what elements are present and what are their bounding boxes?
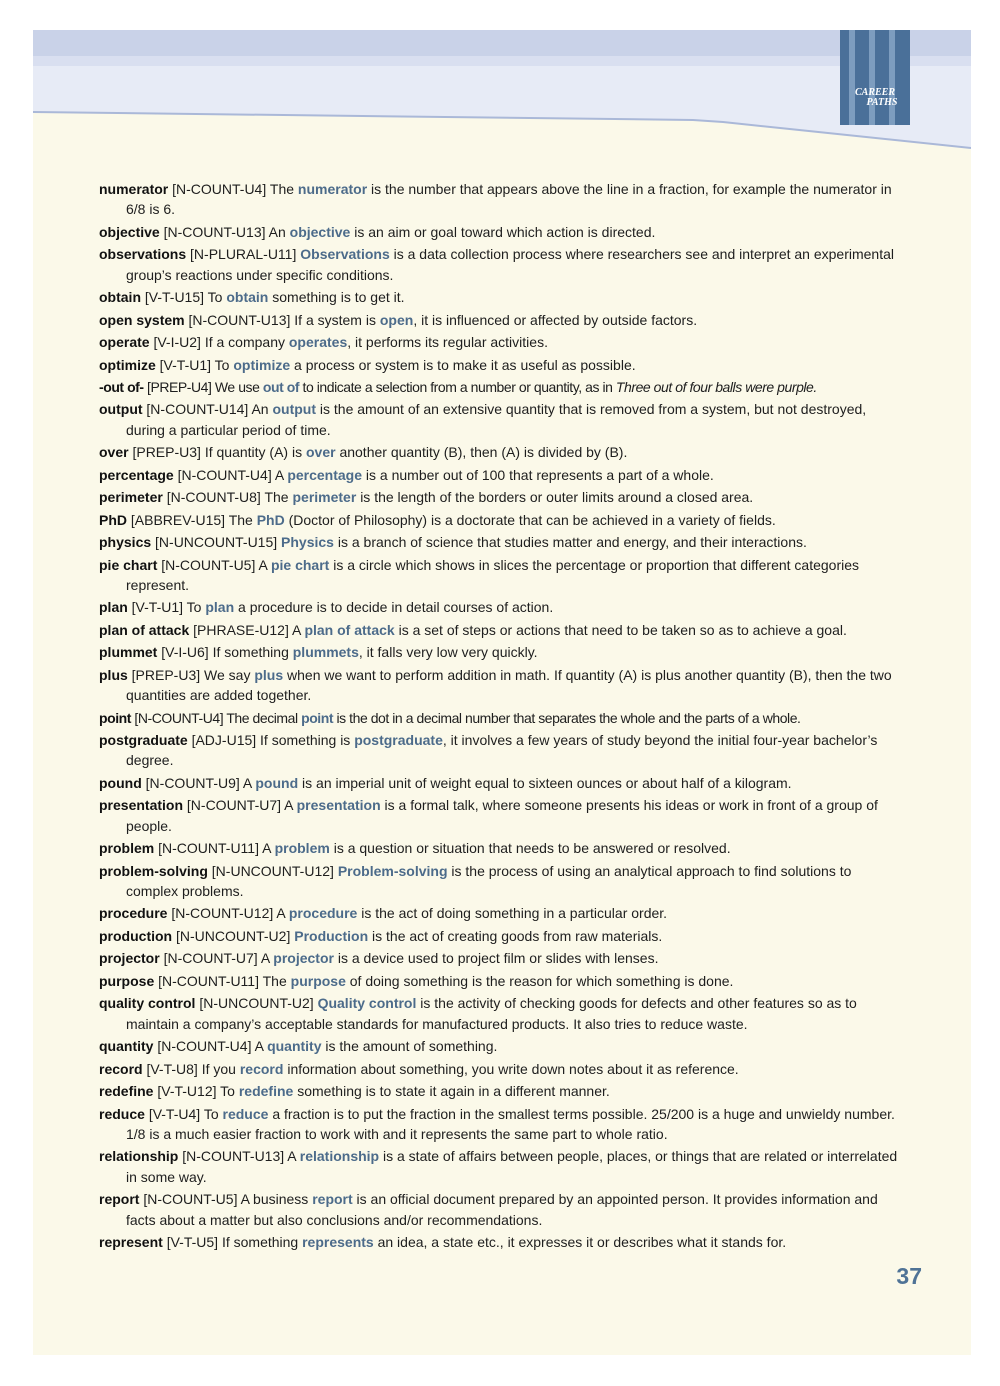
keyword: over — [305, 444, 336, 461]
part-of-speech-tag: [N-COUNT-U12] — [171, 905, 274, 922]
part-of-speech-tag: [V-I-U6] — [161, 644, 209, 661]
keyword: plummets — [292, 644, 359, 661]
headword: plan of attack — [99, 621, 190, 638]
definition-text: is a question or situation that needs to be answered or resolved. — [333, 840, 731, 857]
headword: record — [99, 1060, 143, 1077]
part-of-speech-tag: [N-COUNT-U14] — [146, 401, 249, 418]
glossary-entry — [99, 179, 899, 220]
definition-text: A — [276, 905, 285, 922]
headword: quality control — [99, 995, 196, 1012]
glossary-entry — [99, 665, 899, 706]
glossary-entry — [99, 399, 899, 440]
part-of-speech-tag: [N-COUNT-U8] — [166, 489, 261, 506]
definition-text: We use — [214, 378, 260, 395]
career-paths-logo — [840, 30, 910, 125]
keyword: operates — [288, 334, 348, 351]
definition-text: is a device used to project film or slides with lenses. — [337, 950, 659, 967]
glossary-entry — [99, 926, 899, 946]
definition-text: A — [274, 466, 284, 483]
glossary-entry — [99, 948, 899, 968]
definition-text: The — [228, 511, 253, 528]
part-of-speech-tag: [PREP-U3] — [131, 666, 201, 683]
logo-graphic — [840, 30, 910, 125]
keyword: record — [239, 1060, 284, 1077]
keyword: postgraduate — [354, 732, 443, 749]
part-of-speech-tag: [ADJ-U15] — [191, 732, 257, 749]
definition-text: is an aim or goal toward which action is directed. — [354, 223, 656, 240]
part-of-speech-tag: [N-COUNT-U13] — [182, 1148, 285, 1165]
part-of-speech-tag: [V-T-U5] — [166, 1234, 219, 1250]
keyword: obtain — [226, 289, 269, 306]
keyword: problem — [274, 840, 330, 857]
keyword: relationship — [299, 1148, 380, 1165]
definition-text: The — [262, 972, 287, 989]
definition-text: A business — [240, 1191, 309, 1208]
part-of-speech-tag: [V-T-U1] — [159, 356, 212, 373]
part-of-speech-tag: [N-COUNT-U9] — [145, 774, 240, 791]
definition-text: is the act of creating goods from raw materials. — [372, 927, 663, 944]
glossary-entry — [99, 1081, 899, 1101]
glossary-entry — [99, 1189, 899, 1230]
headword: redefine — [99, 1083, 154, 1100]
definition-text: To — [214, 356, 230, 373]
part-of-speech-tag: [PHRASE-U12] — [193, 621, 289, 638]
keyword: redefine — [238, 1083, 294, 1100]
definition-text: If a company — [204, 334, 285, 351]
definition-text: To — [203, 1105, 219, 1122]
headword: plus — [99, 666, 128, 683]
part-of-speech-tag: [V-T-U8] — [146, 1060, 198, 1077]
svg-text:CAREER: CAREER — [854, 87, 896, 98]
headword: pound — [99, 774, 142, 791]
keyword: purpose — [290, 972, 346, 989]
definition-text: something is to get it. — [272, 289, 405, 306]
headword: plan — [99, 599, 128, 616]
keyword: output — [272, 401, 316, 418]
glossary-entry — [99, 620, 899, 640]
keyword: out of — [262, 378, 300, 395]
definition-text: is an official document prepared by an appointed person. It provides information and facts about a matter but also conclusions and/or recommendations. — [126, 1191, 878, 1228]
definition-text: The — [269, 181, 295, 197]
headword: percentage — [99, 466, 174, 483]
definition-text: is the amount of something. — [325, 1038, 498, 1055]
glossary-entry — [99, 355, 899, 375]
definition-text: is an imperial unit of weight equal to sixteen ounces or about half of a kilogram. — [302, 774, 792, 791]
definition-text: is a number out of 100 that represents a part of a whole. — [365, 466, 714, 483]
definition-text: is the process of using an analytical approach to find solutions to complex problems. — [126, 862, 852, 899]
keyword: open — [379, 311, 414, 328]
glossary-entry — [99, 861, 899, 902]
keyword: reduce — [222, 1105, 269, 1122]
definition-text: To — [220, 1083, 235, 1100]
part-of-speech-tag: [N-UNCOUNT-U2] — [199, 995, 314, 1012]
headword: open system — [99, 311, 185, 328]
headword: perimeter — [99, 489, 163, 506]
headword: production — [99, 927, 173, 944]
headword: PhD — [99, 511, 127, 528]
keyword: plan of attack — [304, 621, 395, 638]
definition-text: A — [258, 556, 268, 573]
keyword: point — [301, 709, 334, 726]
headword: presentation — [99, 797, 184, 814]
glossary-entry — [99, 510, 899, 530]
definition-text: is the activity of checking goods for defects and other features so as to maintain a company’s acceptable standards for manufactured products. It also tries to reduce waste. — [126, 995, 857, 1032]
headword: reduce — [99, 1105, 145, 1122]
headword: optimize — [99, 356, 156, 373]
headword: -out of- — [99, 378, 144, 395]
glossary-entry — [99, 1104, 899, 1145]
svg-text:PATHS: PATHS — [866, 97, 898, 108]
keyword: percentage — [287, 466, 363, 483]
headword: physics — [99, 534, 152, 551]
keyword: Observations — [300, 246, 390, 263]
headword: problem — [99, 840, 155, 857]
definition-text: A — [287, 1148, 296, 1165]
definition-text: If quantity (A) is — [204, 444, 303, 461]
glossary-entry — [99, 287, 899, 307]
part-of-speech-tag: [V-T-U12] — [157, 1083, 217, 1100]
definition-text: is a state of affairs between people, places, or things that are related or interrelated in some way. — [126, 1148, 898, 1185]
keyword: Physics — [281, 534, 334, 551]
part-of-speech-tag: [N-UNCOUNT-U12] — [211, 862, 334, 879]
keyword: report — [312, 1191, 353, 1208]
keyword: optimize — [233, 356, 291, 373]
definition-text: a fraction is to put the fraction in the smallest terms possible. 25/200 is a huge and unwieldy number. 1/8 is a much easier fraction to work with and it represents the same part to whole ratio. — [126, 1105, 895, 1142]
glossary-entry — [99, 773, 899, 793]
definition-text: of doing something is the reason for which something is done. — [349, 972, 734, 989]
glossary-entry — [99, 838, 899, 858]
definition-text: to indicate a selection from a number or quantity, as in — [302, 378, 613, 395]
headword: plummet — [99, 644, 158, 661]
part-of-speech-tag: [N-COUNT-U4] — [157, 1038, 252, 1055]
glossary-entry — [99, 708, 899, 728]
glossary-entry — [99, 730, 899, 771]
keyword: Problem-solving — [337, 862, 448, 879]
glossary-entry — [99, 597, 899, 617]
headword: objective — [99, 223, 160, 240]
glossary-entry — [99, 222, 899, 242]
definition-text: is a formal talk, where someone presents his ideas or work in front of a group of people. — [126, 797, 878, 834]
glossary-entry — [99, 244, 899, 285]
glossary-entry — [99, 971, 899, 991]
keyword: Quality control — [317, 995, 417, 1012]
glossary-entry — [99, 310, 899, 330]
definition-text: when we want to perform addition in math. If quantity (A) is plus another quantity (B), then the two quantities are added together. — [126, 666, 892, 704]
part-of-speech-tag: [V-I-U2] — [153, 334, 201, 351]
headword: point — [99, 709, 131, 726]
keyword: PhD — [256, 511, 285, 528]
glossary-entry — [99, 1036, 899, 1056]
definition-text: is the number that appears above the line in a fraction, for example the numerator in 6/8 is 6. — [126, 181, 892, 218]
keyword: plus — [254, 666, 284, 683]
definition-text: is a branch of science that studies matter and energy, and their interactions. — [337, 534, 807, 551]
part-of-speech-tag: [N-COUNT-U5] — [161, 556, 256, 573]
keyword: objective — [289, 223, 351, 240]
definition-text: An — [251, 401, 269, 418]
part-of-speech-tag: [N-UNCOUNT-U15] — [155, 534, 278, 551]
definition-text: A — [291, 621, 301, 638]
keyword: Production — [294, 927, 369, 944]
keyword: presentation — [296, 797, 381, 814]
part-of-speech-tag: [PREP-U4] — [147, 378, 212, 395]
keyword: numerator — [297, 181, 368, 197]
glossary-entry — [99, 993, 899, 1034]
headword: report — [99, 1191, 140, 1208]
definition-text: A — [262, 840, 271, 857]
definition-text: If a system is — [294, 311, 376, 328]
glossary-entry — [99, 377, 899, 397]
headword: represent — [99, 1234, 163, 1250]
definition-text: is the amount of an extensive quantity that is removed from a system, but not destroyed, during a particular period of time. — [126, 401, 867, 438]
headword: quantity — [99, 1038, 154, 1055]
headword: output — [99, 401, 143, 418]
definition-text: If something — [212, 644, 289, 661]
part-of-speech-tag: [N-PLURAL-U11] — [190, 246, 297, 263]
headword: procedure — [99, 905, 168, 922]
definition-text: If something is — [260, 732, 351, 749]
part-of-speech-tag: [N-COUNT-U11] — [158, 972, 259, 989]
definition-text: (Doctor of Philosophy) is a doctorate that can be achieved in a variety of fields. — [288, 511, 776, 528]
headword: operate — [99, 334, 150, 351]
glossary-entry — [99, 487, 899, 507]
definition-text: , it involves a few years of study beyond the initial four-year bachelor’s degree. — [126, 732, 878, 769]
keyword: projector — [273, 950, 334, 967]
keyword: pie chart — [270, 556, 330, 573]
definition-text: something is to state it again in a different manner. — [297, 1083, 610, 1100]
headword: over — [99, 444, 129, 461]
glossary-entry — [99, 795, 899, 836]
definition-text: If you — [201, 1060, 236, 1077]
definition-text: is a circle which shows in slices the percentage or proportion that different categories represent. — [126, 556, 860, 593]
header-band — [33, 30, 971, 155]
keyword: quantity — [267, 1038, 322, 1055]
definition-text: A — [254, 1038, 264, 1055]
definition-text: is the length of the borders or outer limits around a closed area. — [360, 489, 754, 506]
headword: projector — [99, 950, 160, 967]
part-of-speech-tag: [ABBREV-U15] — [130, 511, 226, 528]
part-of-speech-tag: [N-COUNT-U5] — [143, 1191, 238, 1208]
definition-text: is the act of doing something in a particular order. — [361, 905, 668, 922]
headword: purpose — [99, 972, 155, 989]
glossary-entry — [99, 555, 899, 596]
part-of-speech-tag: [N-COUNT-U4] — [134, 709, 224, 726]
part-of-speech-tag: [PREP-U3] — [132, 444, 201, 461]
definition-text: information about something, you write down notes about it as reference. — [287, 1060, 739, 1077]
part-of-speech-tag: [N-COUNT-U13] — [188, 311, 291, 328]
definition-text: If something — [221, 1234, 299, 1250]
definition-text: To — [207, 289, 223, 306]
definition-text: an idea, a state etc., it expresses it or describes what it stands for. — [377, 1234, 787, 1250]
headword: observations — [99, 246, 187, 263]
glossary-entries — [99, 179, 899, 1254]
part-of-speech-tag: [N-COUNT-U4] — [177, 466, 272, 483]
definition-text: is the dot in a decimal number that separates the whole and the parts of a whole. — [336, 709, 801, 726]
headword: relationship — [99, 1148, 179, 1165]
part-of-speech-tag: [V-T-U1] — [131, 599, 184, 616]
headword: numerator — [99, 181, 169, 197]
part-of-speech-tag: [V-T-U4] — [148, 1105, 201, 1122]
definition-text: The — [264, 489, 289, 506]
definition-text: We say — [204, 666, 251, 683]
definition-text: A — [260, 950, 270, 967]
glossary-entry — [99, 442, 899, 462]
definition-text: An — [268, 223, 286, 240]
glossary-entry — [99, 532, 899, 552]
definition-text: , it performs its regular activities. — [347, 334, 548, 351]
definition-text: is a data collection process where researchers see and interpret an experimental group’s reactions under specific conditions. — [126, 246, 895, 283]
part-of-speech-tag: [N-COUNT-U13] — [163, 223, 266, 240]
definition-text: The decimal — [226, 709, 298, 726]
glossary-entry — [99, 1146, 899, 1187]
part-of-speech-tag: [V-T-U15] — [144, 289, 205, 306]
headword: postgraduate — [99, 732, 188, 749]
keyword: plan — [205, 599, 235, 616]
part-of-speech-tag: [N-COUNT-U7] — [186, 797, 282, 814]
definition-text: a procedure is to decide in detail courses of action. — [238, 599, 554, 616]
definition-text: another quantity (B), then (A) is divided by (B). — [339, 444, 628, 461]
page-number: 37 — [896, 1263, 922, 1289]
definition-text: A — [284, 797, 293, 814]
glossary-entry — [99, 1232, 899, 1252]
keyword: procedure — [288, 905, 358, 922]
glossary-entry — [99, 1059, 899, 1079]
definition-text: , it falls very low very quickly. — [358, 644, 538, 661]
headword: problem-solving — [99, 862, 208, 879]
definition-text: To — [186, 599, 202, 616]
definition-text: is a set of steps or actions that need to be taken so as to achieve a goal. — [398, 621, 847, 638]
keyword: perimeter — [292, 489, 357, 506]
example-text: Three out of four balls were purple. — [615, 378, 817, 395]
keyword: pound — [255, 774, 299, 791]
definition-text: A — [242, 774, 252, 791]
part-of-speech-tag: [N-COUNT-U7] — [163, 950, 258, 967]
headword: obtain — [99, 289, 141, 306]
part-of-speech-tag: [N-UNCOUNT-U2] — [176, 927, 291, 944]
headword: pie chart — [99, 556, 158, 573]
part-of-speech-tag: [N-COUNT-U11] — [158, 840, 259, 857]
glossary-entry — [99, 332, 899, 352]
glossary-entry — [99, 903, 899, 923]
glossary-entry — [99, 642, 899, 662]
part-of-speech-tag: [N-COUNT-U4] — [172, 181, 267, 197]
keyword: represents — [302, 1234, 374, 1250]
definition-text: a process or system is to make it as useful as possible. — [294, 356, 636, 373]
glossary-entry — [99, 465, 899, 485]
definition-text: , it is influenced or affected by outside factors. — [413, 311, 698, 328]
